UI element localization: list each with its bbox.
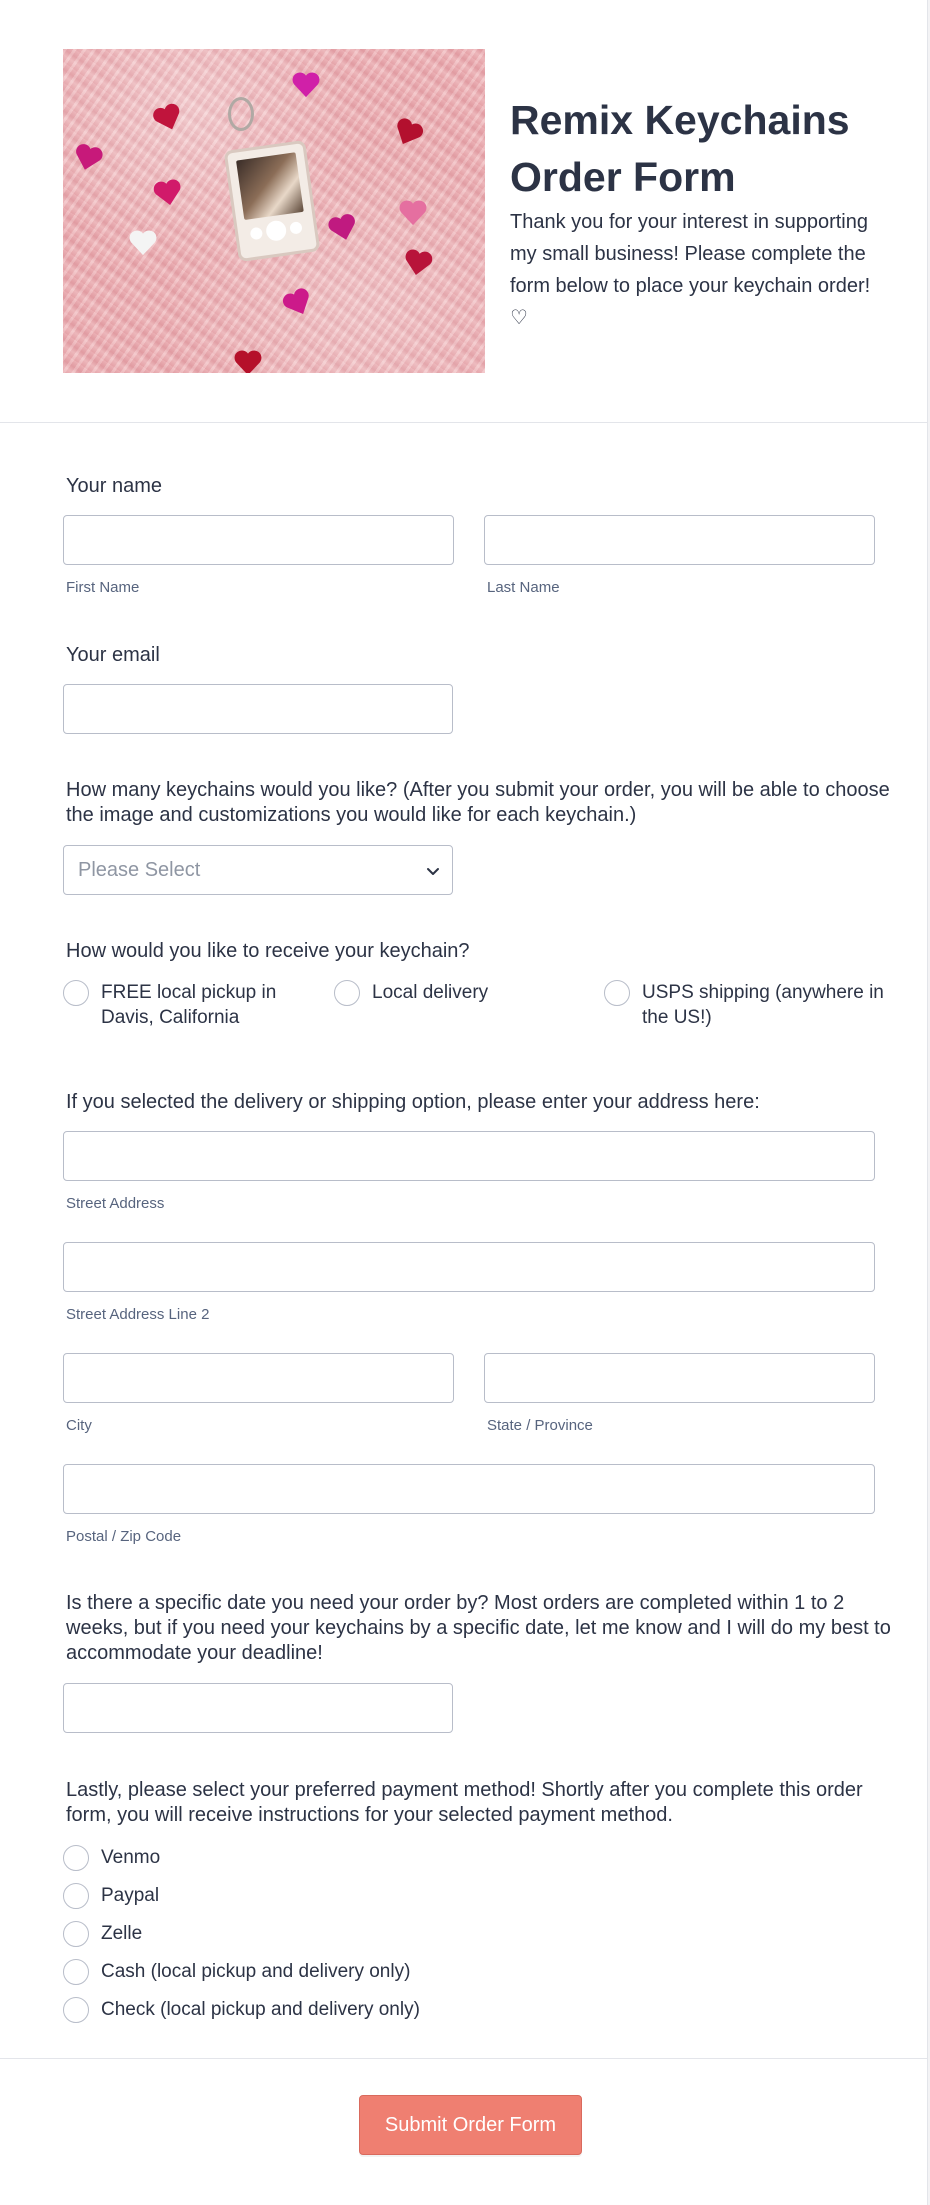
first-name-sublabel: First Name <box>66 579 140 596</box>
heart-gem-icon <box>401 247 435 280</box>
heart-gem-icon <box>233 349 263 373</box>
page-title: Remix Keychains Order Form <box>510 97 850 200</box>
city-input[interactable] <box>63 1353 454 1403</box>
name-label: Your name <box>66 475 162 497</box>
heart-gem-icon <box>291 71 321 99</box>
payment-option-check[interactable]: Check (local pickup and delivery only) <box>63 1997 420 2023</box>
footer-divider <box>0 2058 928 2059</box>
receive-option-pickup[interactable]: FREE local pickup in Davis, California <box>63 980 293 1030</box>
radio-circle[interactable] <box>63 1959 89 1985</box>
payment-option-paypal[interactable]: Paypal <box>63 1883 159 1909</box>
radio-circle[interactable] <box>63 1921 89 1947</box>
first-name-input[interactable] <box>63 515 454 565</box>
header-image <box>63 49 485 373</box>
city-sublabel: City <box>66 1417 92 1434</box>
zip-input[interactable] <box>63 1464 875 1514</box>
street-address-sublabel: Street Address <box>66 1195 165 1212</box>
email-label: Your email <box>66 644 160 666</box>
last-name-sublabel: Last Name <box>487 579 560 596</box>
heart-gem-icon <box>151 177 185 210</box>
payment-label: Lastly, please select your preferred payment method! Shortly after you complete this order form, you will receive instructions for your selected payment method. <box>66 1779 863 1826</box>
date-input[interactable] <box>63 1683 453 1733</box>
keychain-photo <box>224 140 321 262</box>
radio-circle[interactable] <box>63 1883 89 1909</box>
receive-label: How would you like to receive your keychain? <box>66 940 470 962</box>
radio-circle[interactable] <box>334 980 360 1006</box>
chevron-down-icon <box>424 862 442 880</box>
state-input[interactable] <box>484 1353 875 1403</box>
payment-option-zelle[interactable]: Zelle <box>63 1921 142 1947</box>
address-label: If you selected the delivery or shipping option, please enter your address here: <box>66 1091 760 1113</box>
keyring <box>228 97 254 131</box>
page-subtitle: Thank you for your interest in supporting my small business! Please complete the form below to place your keychain order! ♡ <box>510 211 871 329</box>
header-divider <box>0 422 928 423</box>
payment-option-cash[interactable]: Cash (local pickup and delivery only) <box>63 1959 410 1985</box>
quantity-select-value: Please Select <box>78 859 201 881</box>
radio-circle[interactable] <box>63 1997 89 2023</box>
quantity-label: How many keychains would you like? (After you submit your order, you will be able to choose the image and customizations you would like for each keychain.) <box>66 779 890 826</box>
state-sublabel: State / Province <box>487 1417 593 1434</box>
heart-gem-icon <box>398 199 428 227</box>
radio-circle[interactable] <box>604 980 630 1006</box>
street-address-line2-input[interactable] <box>63 1242 875 1292</box>
receive-option-delivery[interactable]: Local delivery <box>334 980 534 1006</box>
date-label: Is there a specific date you need your order by? Most orders are completed within 1 to 2 weeks, but if you need your keychains by a specific date, let me know and I will do my best to accommodate your deadline! <box>66 1592 891 1664</box>
receive-option-shipping[interactable]: USPS shipping (anywhere in the US!) <box>604 980 894 1030</box>
street-address-input[interactable] <box>63 1131 875 1181</box>
submit-button[interactable]: Submit Order Form <box>359 2095 582 2155</box>
zip-sublabel: Postal / Zip Code <box>66 1528 182 1545</box>
payment-option-venmo[interactable]: Venmo <box>63 1845 160 1871</box>
radio-circle[interactable] <box>63 980 89 1006</box>
last-name-input[interactable] <box>484 515 875 565</box>
heart-gem-icon <box>128 229 158 257</box>
radio-circle[interactable] <box>63 1845 89 1871</box>
quantity-select[interactable] <box>63 845 453 895</box>
email-input[interactable] <box>63 684 453 734</box>
street-address-line2-sublabel: Street Address Line 2 <box>66 1306 210 1323</box>
